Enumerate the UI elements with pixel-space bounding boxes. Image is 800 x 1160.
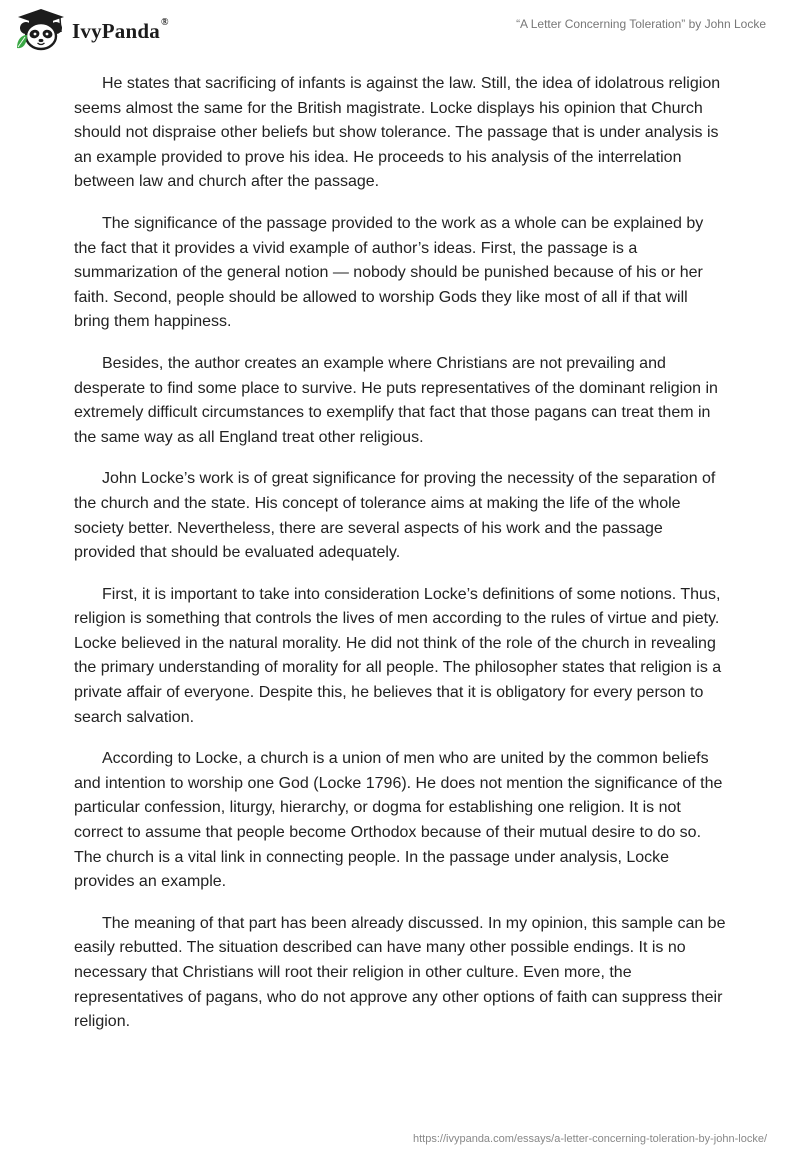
paragraph: Besides, the author creates an example where Christians are not prevailing and desperate to find some place to survive. He puts representatives of the dominant religion in extremely difficult circumstances to exemplify that fact that those pagans can treat them in the same way as all England treat other religious.: [74, 354, 718, 446]
paragraph: He states that sacrificing of infants is against the law. Still, the idea of idolatrous religion seems almost the same for the British magistrate. Locke displays his opinion that Church should not dispraise other beliefs but show tolerance. The passage that is under analysis is an example provided to prove his idea. He proceeds to his analysis of the interrelation between law and church after the passage.: [74, 75, 721, 191]
panda-graduate-icon: [14, 8, 68, 52]
essay-body: [74, 72, 726, 1052]
page-header: [0, 0, 800, 62]
document-title: “A Letter Concerning Toleration” by John Locke: [516, 17, 766, 31]
paragraph: The significance of the passage provided to the work as a whole can be explained by the fact that it provides a vivid example of author’s ideas. First, the passage is a summarization of the general notion — nobody should be punished because of his or her faith. Second, people should be allowed to worship Gods they like most of all if that will bring them happiness.: [74, 214, 704, 331]
registered-mark: ®: [160, 16, 169, 28]
source-url[interactable]: https://ivypanda.com/essays/a-letter-concerning-toleration-by-john-locke/: [413, 1133, 767, 1145]
brand-logo[interactable]: [14, 8, 169, 52]
paragraph: John Locke’s work is of great significance for proving the necessity of the separation of the church and the state. His concept of tolerance aims at making the life of the whole society better. Nevertheless, there are several aspects of his work and the passage provided that should be evaluated adequately.: [74, 470, 716, 562]
paragraph: The meaning of that part has been already discussed. In my opinion, this sample can be easily rebutted. The situation described can have many other possible endings. It is no necessary that Christians will root their religion in other culture. Even more, the representatives of pagans, who do not approve any other options of faith can suppress their religion.: [74, 914, 726, 1031]
paragraph: According to Locke, a church is a union of men who are united by the common beliefs and intention to worship one God (Locke 1796). He does not mention the significance of the particular confession, liturgy, hierarchy, or dogma for establishing one religion. It is not correct to assume that people become Orthodox because of their mutual desire to do so. The church is a vital link in connecting people. In the passage under analysis, Locke provides an example.: [74, 750, 723, 891]
brand-name: IvyPanda®: [72, 16, 169, 43]
paragraph: First, it is important to take into consideration Locke’s definitions of some notions. Thus, religion is something that controls the lives of men according to the rules of virtue and piety. Locke believed in the natural morality. He did not think of the role of the church in revealing the primary understanding of morality for all people. The philosopher states that religion is a private affair of everyone. Despite this, he believes that it is obligatory for every person to search salvation.: [74, 585, 722, 726]
